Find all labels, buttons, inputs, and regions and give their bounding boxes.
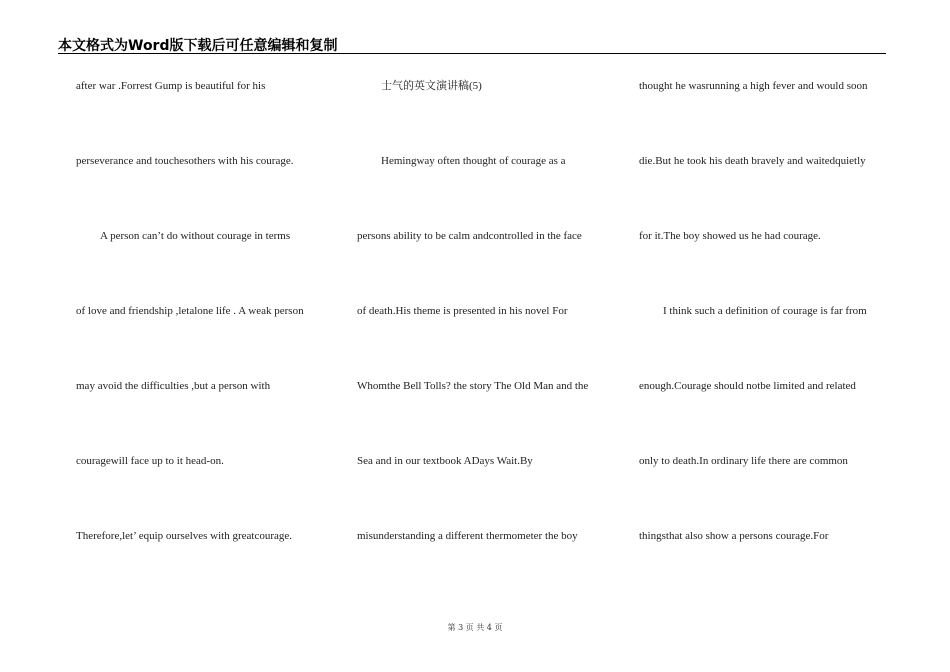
text-line: persons ability to be calm andcontrolled in the face bbox=[357, 230, 582, 242]
header-title: 本文格式为Word版下载后可任意编辑和复制 bbox=[58, 38, 338, 54]
text-column-1 bbox=[76, 74, 336, 599]
text-line: I think such a definition of courage is far from bbox=[663, 305, 867, 317]
text-line: may avoid the difficulties ,but a person with bbox=[76, 380, 271, 392]
text-line: misunderstanding a different thermometer the boy bbox=[357, 530, 578, 542]
text-line: for it.The boy showed us he had courage. bbox=[639, 230, 821, 242]
text-line: after war .Forrest Gump is beautiful for his bbox=[76, 80, 266, 92]
text-column-2 bbox=[357, 74, 617, 599]
text-line: Hemingway often thought of courage as a bbox=[381, 155, 566, 167]
section-heading: 士气的英文演讲稿(5) bbox=[381, 80, 482, 92]
text-line: of death.His theme is presented in his novel For bbox=[357, 305, 568, 317]
text-line: thought he wasrunning a high fever and would soon bbox=[639, 80, 868, 92]
page-number: 第 3 页 共 4 页 bbox=[447, 623, 503, 632]
text-line: A person can’t do without courage in terms bbox=[100, 230, 291, 242]
text-column-3 bbox=[639, 74, 899, 599]
text-line: thingsthat also show a persons courage.For bbox=[639, 530, 829, 542]
text-line: Whomthe Bell Tolls? the story The Old Man and the bbox=[357, 380, 589, 392]
text-line: enough.Courage should notbe limited and related bbox=[639, 380, 856, 392]
text-line: Therefore,let’ equip ourselves with greatcourage. bbox=[76, 530, 293, 542]
text-line: Sea and in our textbook ADays Wait.By bbox=[357, 455, 533, 467]
text-line: couragewill face up to it head-on. bbox=[76, 455, 224, 467]
text-line: only to death.In ordinary life there are common bbox=[639, 455, 848, 467]
text-line: perseverance and touchesothers with his courage. bbox=[76, 155, 294, 167]
text-line: die.But he took his death bravely and waitedquietly bbox=[639, 155, 866, 167]
page-header bbox=[58, 33, 886, 54]
text-line: of love and friendship ,letalone life . A weak person bbox=[76, 305, 304, 317]
